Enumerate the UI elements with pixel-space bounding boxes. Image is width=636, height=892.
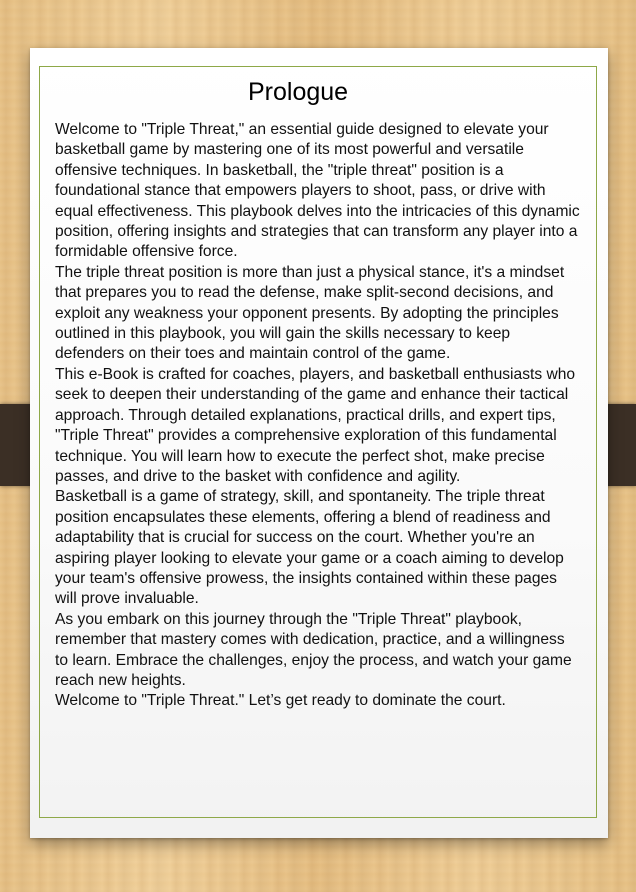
page-title: Prologue [248, 78, 349, 106]
paragraph-1: Welcome to "Triple Threat," an essential guide designed to elevate your basketball game by mastering one of its most powerful and versatile offensive techniques. In basketball, the "triple threat" position is a foundational stance that empowers players to shoot, pass, or drive with equal effectiveness. This playbook delves into the intricacies of this dynamic position, offering insights and strategies that can transform any player into a formidable offensive force. [55, 121, 580, 261]
prologue-body [55, 120, 581, 712]
paragraph-5: As you embark on this journey through the "Triple Threat" playbook, remember that mastery comes with dedication, practice, and a willingness to learn. Embrace the challenges, enjoy the process, and watch your game reach new heights. [55, 610, 572, 689]
paragraph-2: The triple threat position is more than just a physical stance, it's a mindset that prepares you to read the defense, make split-second decisions, and exploit any weakness your opponent presents. By adopting the principles outlined in this playbook, you will gain the skills necessary to keep defenders on their toes and maintain control of the game. [55, 263, 565, 363]
paragraph-4: Basketball is a game of strategy, skill, and spontaneity. The triple threat position encapsulates these elements, offering a blend of readiness and adaptability that is crucial for success on the court. Whether you're an aspiring player looking to elevate your game or a coach aiming to develop your team's offensive prowess, the insights contained within these pages will prove invaluable. [55, 488, 564, 608]
document-page [30, 48, 608, 838]
paragraph-6: Welcome to "Triple Threat." Let’s get ready to dominate the court. [55, 692, 506, 710]
paragraph-3: This e-Book is crafted for coaches, players, and basketball enthusiasts who seek to deepen their understanding of the game and enhance their tactical approach. Through detailed explanations, practical drills, and expert tips, "Triple Threat" provides a comprehensive exploration of this fundamental technique. You will learn how to execute the perfect shot, make precise passes, and drive to the basket with confidence and agility. [55, 365, 576, 485]
